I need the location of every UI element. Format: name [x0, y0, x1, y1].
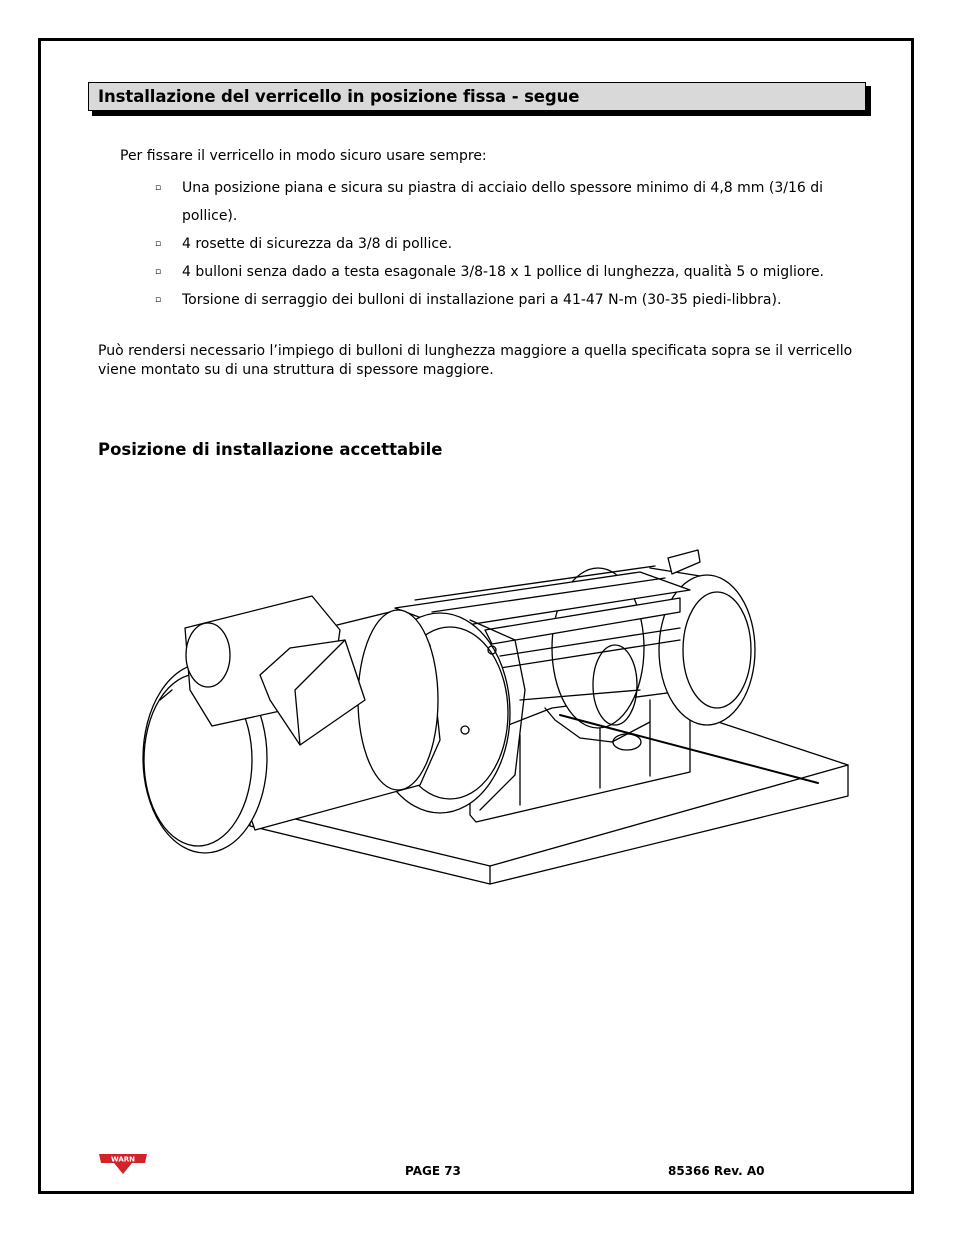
list-item: [155, 230, 835, 258]
section-header: [88, 82, 866, 111]
requirements-list: [155, 174, 835, 314]
logo-text: WARN: [110, 1155, 136, 1164]
intro-text: Per fissare il verricello in modo sicuro usare sempre:: [120, 148, 487, 164]
list-item-text: 4 bulloni senza dado a testa esagonale 3/8-18 x 1 pollice di lunghezza, qualità 5 o migliore.: [182, 264, 825, 280]
list-item-text: 4 rosette di sicurezza da 3/8 di pollice.: [182, 236, 453, 252]
section-title: Installazione del verricello in posizione fissa - segue: [98, 87, 580, 106]
subheading: Posizione di installazione accettabile: [98, 440, 443, 459]
bullet-icon: ▫: [155, 295, 162, 305]
bullet-icon: ▫: [155, 183, 162, 193]
document-revision: 85366 Rev. A0: [668, 1164, 765, 1178]
bullet-icon: ▫: [155, 267, 162, 277]
bullet-icon: ▫: [155, 239, 162, 249]
note-paragraph: Può rendersi necessario l’impiego di bulloni di lunghezza maggiore a quella specificata sopra se il verricello viene montato su di una struttura di spessore maggiore.: [98, 343, 853, 378]
list-item: [155, 174, 835, 230]
winch-mounting-illustration: [130, 530, 860, 900]
page-number: PAGE 73: [405, 1164, 461, 1178]
list-item-text: Una posizione piana e sicura su piastra di acciaio dello spessore minimo di 4,8 mm (3/16 di pollice).: [182, 180, 823, 224]
list-item-text: Torsione di serraggio dei bulloni di installazione pari a 41-47 N-m (30-35 piedi-libbra).: [182, 292, 782, 308]
warn-logo: [98, 1152, 148, 1176]
list-item: [155, 258, 835, 286]
list-item: [155, 286, 835, 314]
